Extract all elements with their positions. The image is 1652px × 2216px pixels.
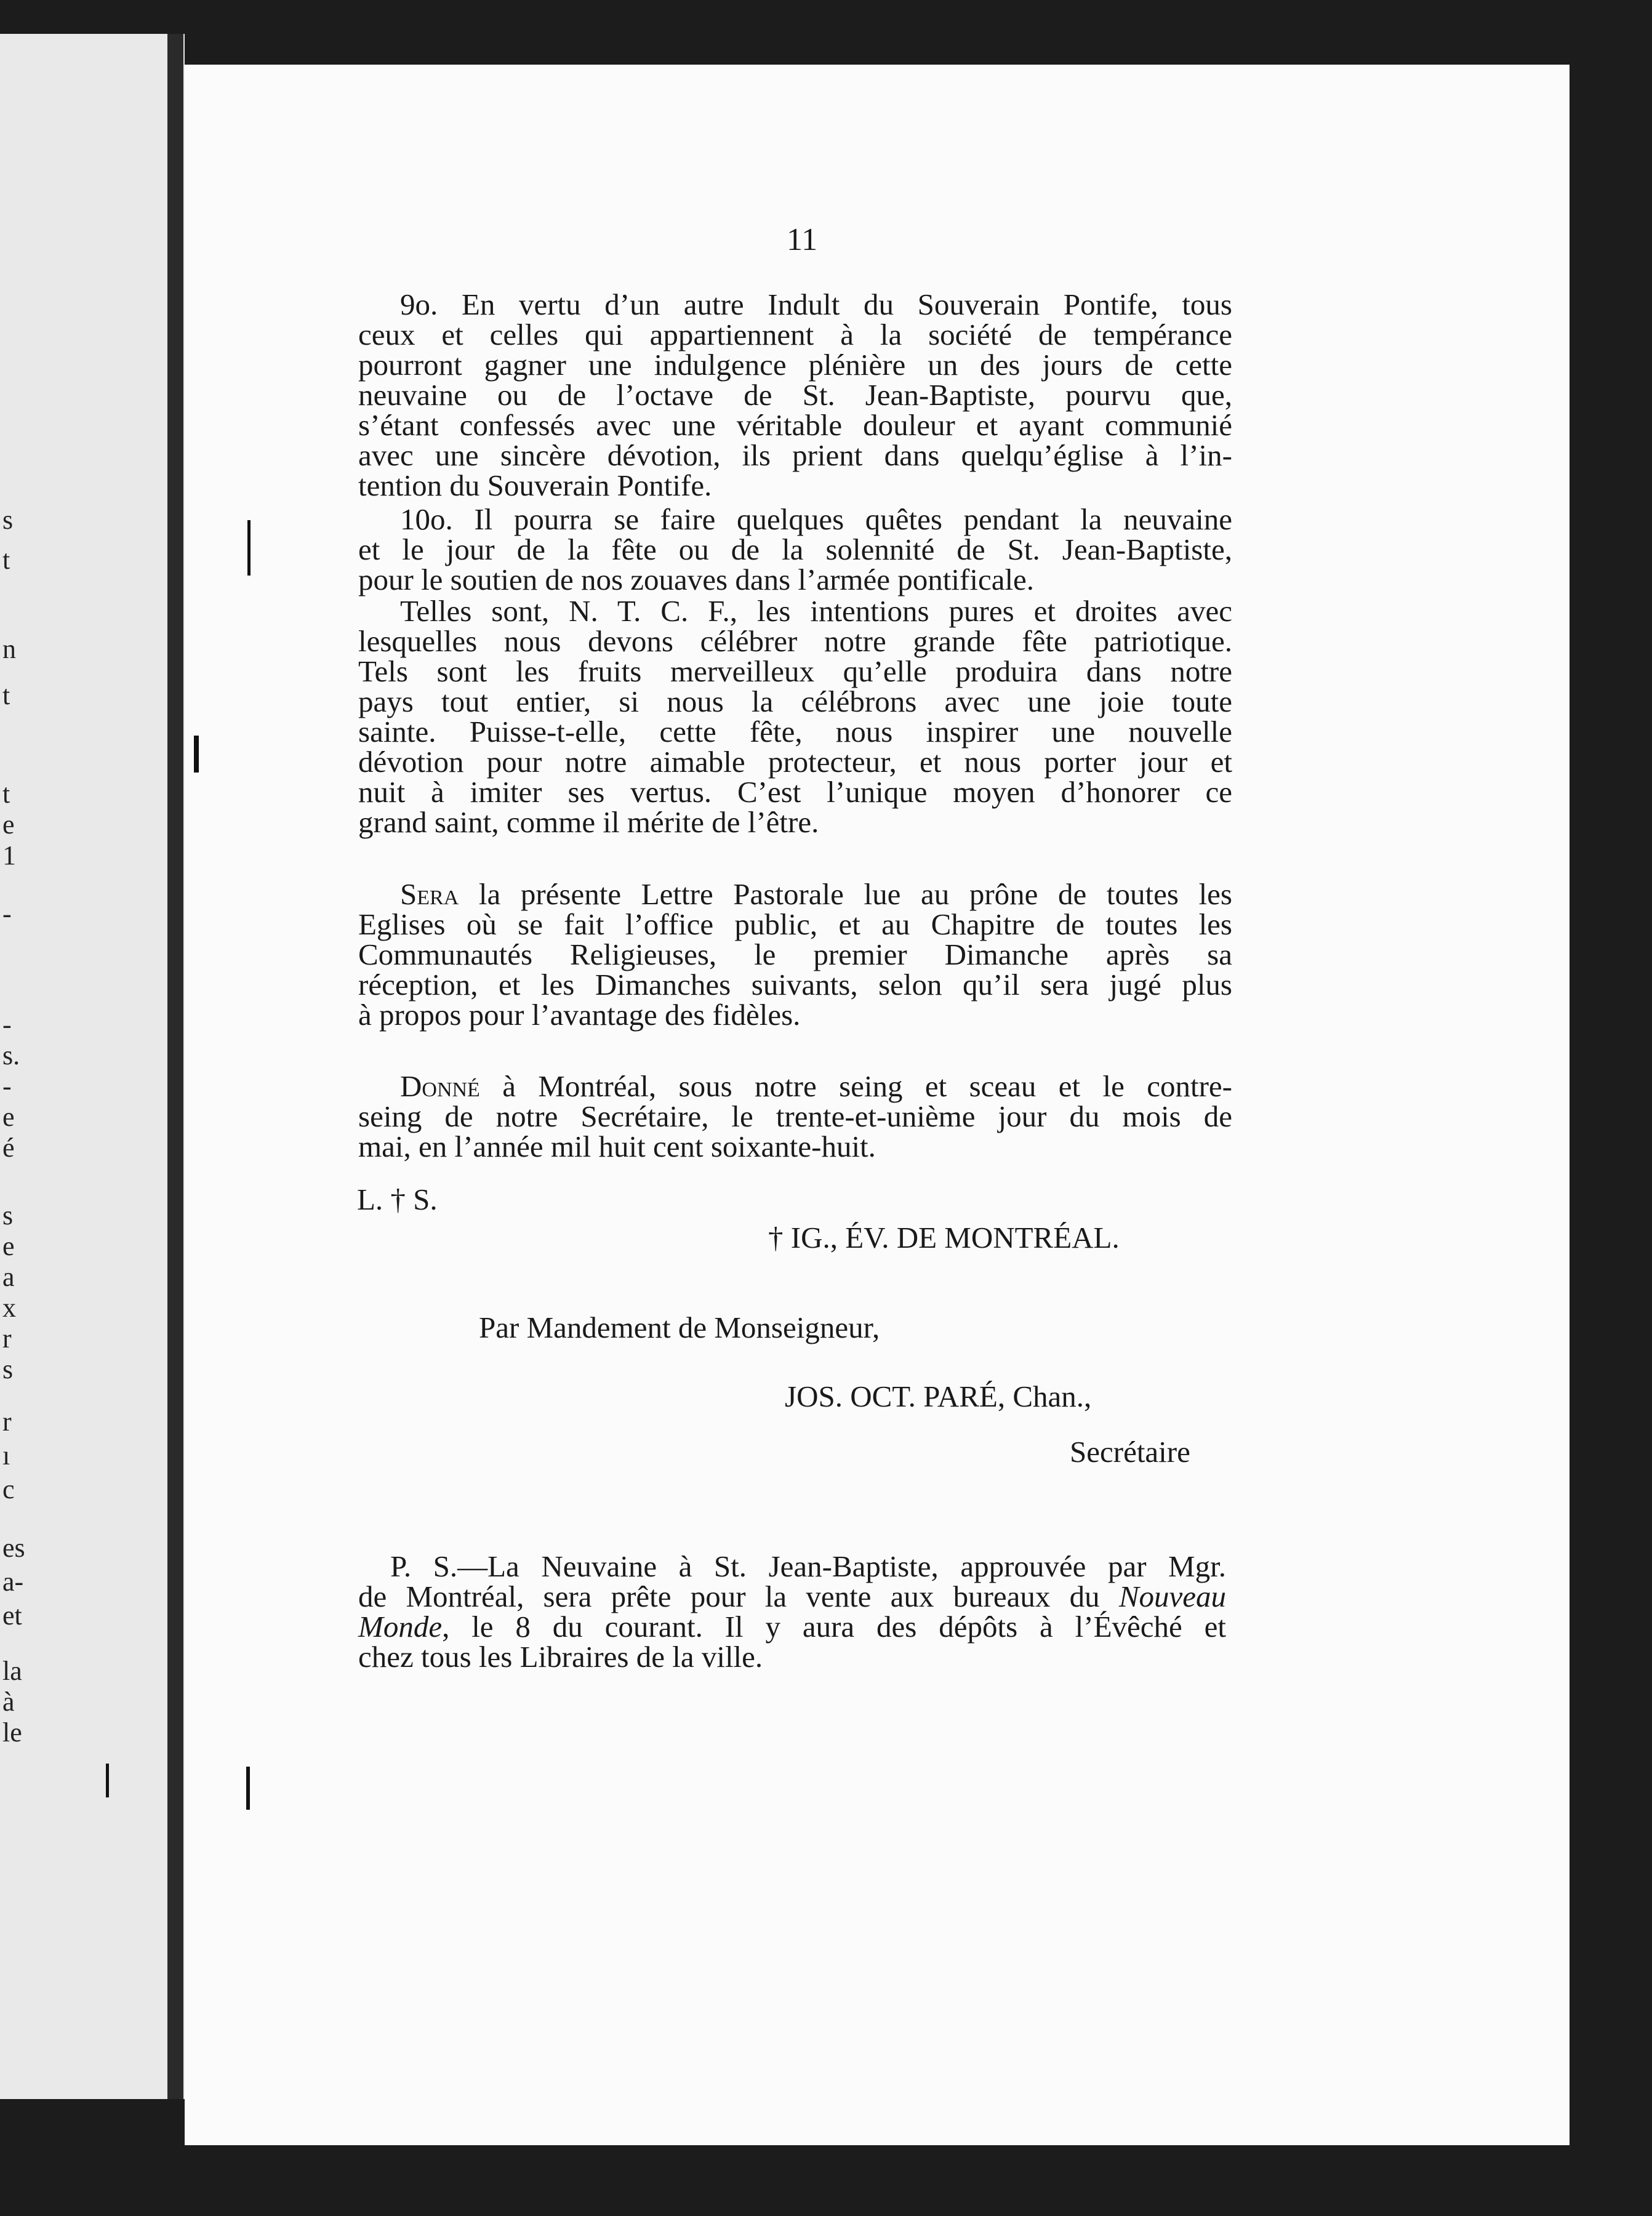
ps-italic-title: Monde (358, 1610, 443, 1644)
text-line: pour le soutien de nos zouaves dans l’armée pontificale. (358, 563, 1035, 596)
text-line: Communautés Religieuses, le premier Dimanche après sa (358, 937, 1232, 971)
text-line: P. S.—La Neuvaine à St. Jean-Baptiste, approuvée par Mgr. (390, 1549, 1226, 1583)
ps-italic-title: Nouveau (1118, 1580, 1226, 1613)
donne-line-rest: à Montréal, sous notre seing et sceau et le contre- (479, 1069, 1232, 1103)
text-line: grand saint, comme il mérite de l’être. (358, 805, 819, 839)
text-line: pourront gagner une indulgence plénière un des jours de cette (358, 348, 1232, 382)
left-page-fragment: t (2, 779, 10, 809)
text-line: avec une sincère dévotion, ils prient dans quelqu’église à l’in- (358, 438, 1232, 472)
left-page-fragment: t (2, 680, 10, 710)
text-line: Eglises où se fait l’office public, et au Chapitre de toutes les (358, 907, 1232, 941)
scan-mark (246, 1767, 250, 1810)
paragraph-sera (358, 879, 1232, 1030)
text-line (358, 1071, 1232, 1101)
text-line: neuvaine ou de l’octave de St. Jean-Baptiste, pourvu que, (358, 378, 1232, 412)
left-page-fragment: s (2, 505, 14, 535)
left-page-fragment: s (2, 1200, 14, 1230)
text-line: s’étant confessés avec une véritable douleur et ayant communié (358, 408, 1232, 442)
left-page-fragment: t (2, 545, 10, 575)
text-line: nuit à imiter ses vertus. C’est l’unique moyen d’honorer ce (358, 775, 1232, 809)
left-page-fragment: n (2, 634, 16, 664)
donne-lead-word: Donné (400, 1069, 480, 1103)
chancellor-signature: JOS. OCT. PARÉ, Chan., (785, 1379, 1092, 1413)
paragraph-donne (358, 1071, 1232, 1162)
text-line (358, 1612, 1226, 1642)
text-line: tention du Souverain Pontife. (358, 468, 712, 502)
ps-text: , le 8 du courant. Il y aura des dépôts à l’Évêché et (442, 1610, 1226, 1644)
left-page-fragment: la (2, 1656, 22, 1686)
paragraph-telles-sont (358, 596, 1232, 837)
ps-text: de Montréal, sera prête pour la vente aux bureaux du (358, 1580, 1119, 1613)
left-page-fragment: r (2, 1407, 12, 1437)
text-line: pays tout entier, si nous la célébrons avec une joie toute (358, 684, 1232, 718)
locus-sigilli: L. † S. (357, 1182, 438, 1216)
paragraph-10o (358, 504, 1232, 595)
text-line: Telles sont, N. T. C. F., les intentions pures et droites avec (400, 594, 1232, 628)
left-page-fragment: a (2, 1262, 15, 1292)
text-line (358, 879, 1232, 909)
text-line: chez tous les Libraires de la ville. (358, 1640, 763, 1674)
text-line: 9o. En vertu d’un autre Indult du Souverain Pontife, tous (400, 287, 1232, 321)
left-page-fragment: r (2, 1323, 12, 1354)
page-number: 11 (787, 222, 818, 257)
left-page-fragment: c (2, 1474, 15, 1504)
text-line (358, 1581, 1226, 1612)
left-page-fragment: x (2, 1293, 16, 1323)
text-line: sainte. Puisse-t-elle, cette fête, nous inspirer une nouvelle (358, 715, 1232, 749)
left-page-fragment: ı (2, 1440, 10, 1471)
postscript (358, 1551, 1226, 1672)
book-spine (167, 34, 183, 2099)
left-page-fragment: e (2, 809, 15, 840)
left-page-fragment: et (2, 1600, 22, 1631)
left-page-fragment: - (2, 899, 12, 929)
left-page-fragment: s. (2, 1040, 20, 1070)
par-mandement: Par Mandement de Monseigneur, (479, 1311, 880, 1344)
text-line: ceux et celles qui appartiennent à la société de tempérance (358, 318, 1232, 351)
left-page-fragment: e (2, 1231, 15, 1261)
text-line: Tels sont les fruits merveilleux qu’elle produira dans notre (358, 654, 1232, 688)
left-page-fragment: e (2, 1102, 15, 1132)
left-page (0, 34, 185, 2099)
left-page-fragment: le (2, 1717, 22, 1748)
left-page-fragment: 1 (2, 840, 16, 870)
left-page-fragment: é (2, 1133, 15, 1163)
text-line: mai, en l’année mil huit cent soixante-huit. (358, 1130, 876, 1163)
left-page-fragment: a- (2, 1567, 24, 1597)
text-line: 10o. Il pourra se faire quelques quêtes pendant la neuvaine (400, 502, 1232, 536)
scan-mark (247, 520, 251, 576)
left-page-fragment: à (2, 1687, 15, 1717)
left-page-fragment: es (2, 1533, 25, 1563)
scan-mark (194, 736, 199, 773)
text-line: dévotion pour notre aimable protecteur, et nous porter jour et (358, 745, 1232, 779)
bishop-signature: † IG., ÉV. DE MONTRÉAL. (768, 1221, 1120, 1255)
text-line: et le jour de la fête ou de la solennité de St. Jean-Baptiste, (358, 532, 1232, 566)
text-line: lesquelles nous devons célébrer notre grande fête patriotique. (358, 624, 1232, 658)
scan-mark (106, 1764, 109, 1797)
left-page-fragment: s (2, 1354, 14, 1384)
left-page-fragment: - (2, 1071, 12, 1101)
sera-line-rest: la présente Lettre Pastorale lue au prône de toutes les (459, 877, 1232, 911)
left-page-fragment: - (2, 1010, 12, 1040)
text-line: seing de notre Secrétaire, le trente-et-unième jour du mois de (358, 1099, 1232, 1133)
text-line: réception, et les Dimanches suivants, selon qu’il sera jugé plus (358, 968, 1232, 1002)
secretaire-title: Secrétaire (1070, 1435, 1190, 1469)
sera-lead-word: Sera (400, 877, 459, 911)
paragraph-9o (358, 289, 1232, 500)
text-line: à propos pour l’avantage des fidèles. (358, 998, 801, 1032)
